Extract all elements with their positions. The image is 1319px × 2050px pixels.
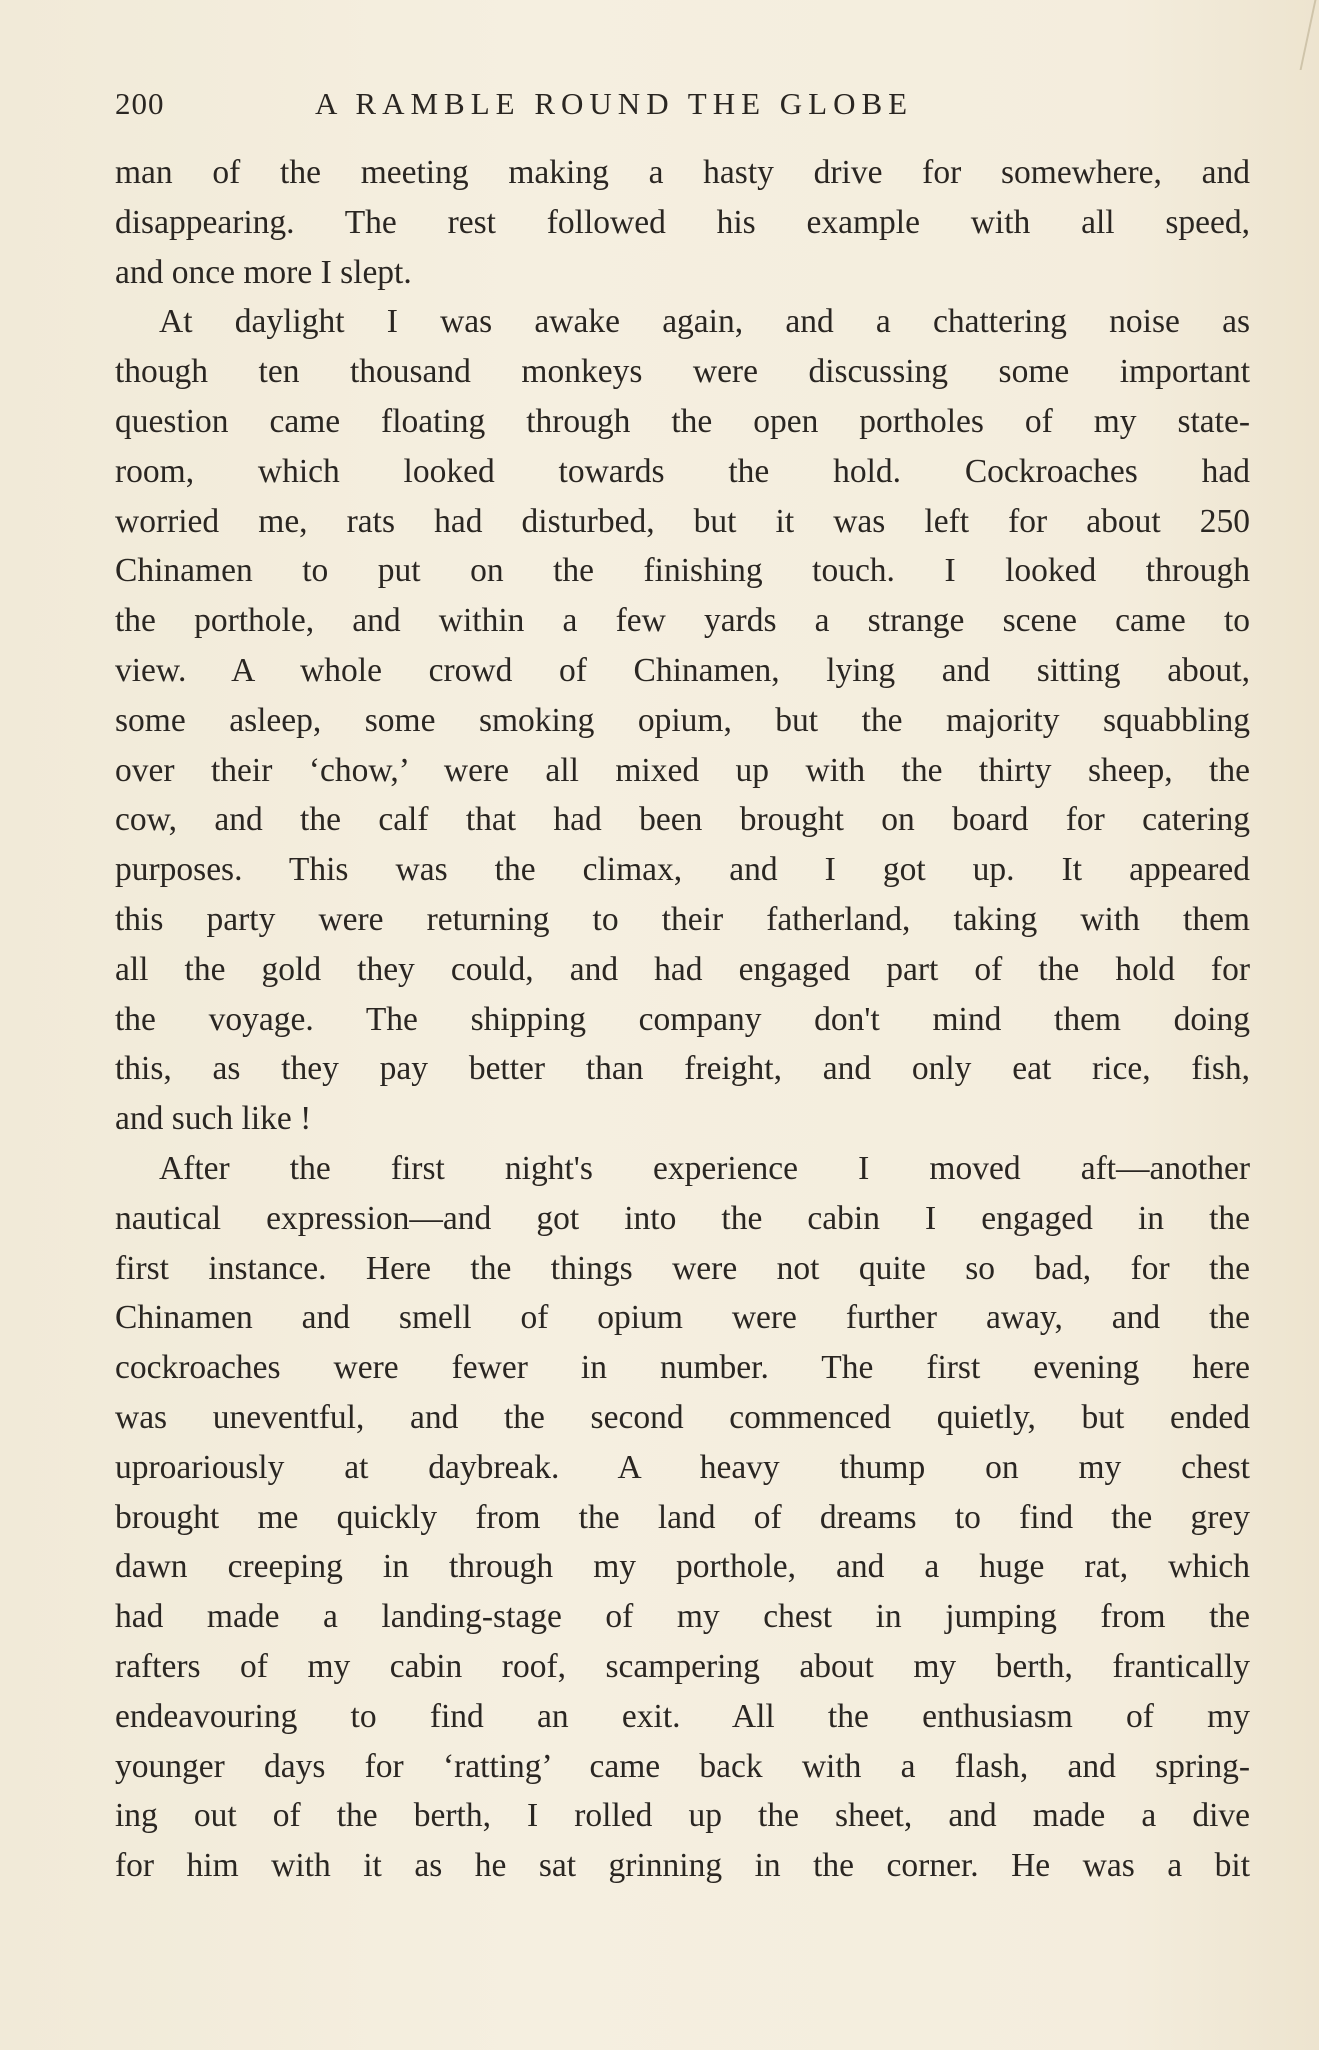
text-line: At daylight I was awake again, and a chattering noise as [159, 303, 1250, 341]
page-edge-line [1300, 0, 1317, 70]
text-line: over their ‘chow,’ were all mixed up with the thirty sheep, the [115, 751, 1250, 789]
page-number: 200 [115, 86, 165, 121]
text-line: Chinamen and smell of opium were further away, and the [115, 1299, 1250, 1337]
text-line: this party were returning to their fatherland, taking with them [115, 900, 1250, 938]
text-line: brought me quickly from the land of dreams to find the grey [115, 1498, 1250, 1536]
text-line: room, which looked towards the hold. Cockroaches had [115, 452, 1250, 490]
text-line: all the gold they could, and had engaged part of the hold for [115, 950, 1250, 988]
text-line: younger days for ‘ratting’ came back with a flash, and spring- [115, 1747, 1250, 1785]
text-line: and such like ! [115, 1100, 312, 1138]
text-line: dawn creeping in through my porthole, and a huge rat, which [115, 1548, 1250, 1586]
text-line: Chinamen to put on the finishing touch. I looked through [115, 552, 1250, 590]
text-line: first instance. Here the things were not quite so bad, for the [115, 1249, 1250, 1287]
text-line: the porthole, and within a few yards a strange scene came to [115, 602, 1250, 640]
text-line: nautical expression—and got into the cabin I engaged in the [115, 1199, 1250, 1237]
text-line: some asleep, some smoking opium, but the majority squabbling [115, 701, 1250, 739]
text-line: this, as they pay better than freight, and only eat rice, fish, [115, 1050, 1250, 1088]
page-header [115, 86, 1255, 134]
text-line: cow, and the calf that had been brought on board for catering [115, 801, 1250, 839]
text-line: cockroaches were fewer in number. The first evening here [115, 1349, 1250, 1387]
text-line: for him with it as he sat grinning in the corner. He was a bit [115, 1847, 1250, 1885]
text-line: man of the meeting making a hasty drive for somewhere, and [115, 154, 1250, 191]
body-text [115, 148, 1250, 1891]
text-line: though ten thousand monkeys were discussing some important [115, 353, 1250, 391]
text-line: worried me, rats had disturbed, but it was left for about 250 [115, 502, 1250, 540]
text-line: ing out of the berth, I rolled up the sheet, and made a dive [115, 1797, 1250, 1835]
text-line: the voyage. The shipping company don't mind them doing [115, 1000, 1250, 1038]
running-title: A RAMBLE ROUND THE GLOBE [315, 86, 914, 121]
text-line: disappearing. The rest followed his example with all speed, [115, 203, 1250, 241]
text-line: uproariously at daybreak. A heavy thump on my chest [115, 1448, 1250, 1486]
text-line: question came floating through the open portholes of my state- [115, 402, 1250, 440]
text-line: rafters of my cabin roof, scampering about my berth, frantically [115, 1647, 1250, 1685]
text-line: purposes. This was the climax, and I got up. It appeared [115, 851, 1250, 889]
text-line: After the first night's experience I moved aft—another [159, 1149, 1250, 1187]
text-line: had made a landing-stage of my chest in jumping from the [115, 1598, 1250, 1636]
text-line: and once more I slept. [115, 253, 412, 291]
text-line: endeavouring to find an exit. All the enthusiasm of my [115, 1697, 1250, 1735]
text-line: was uneventful, and the second commenced quietly, but ended [115, 1398, 1250, 1436]
text-line: view. A whole crowd of Chinamen, lying and sitting about, [115, 651, 1250, 689]
